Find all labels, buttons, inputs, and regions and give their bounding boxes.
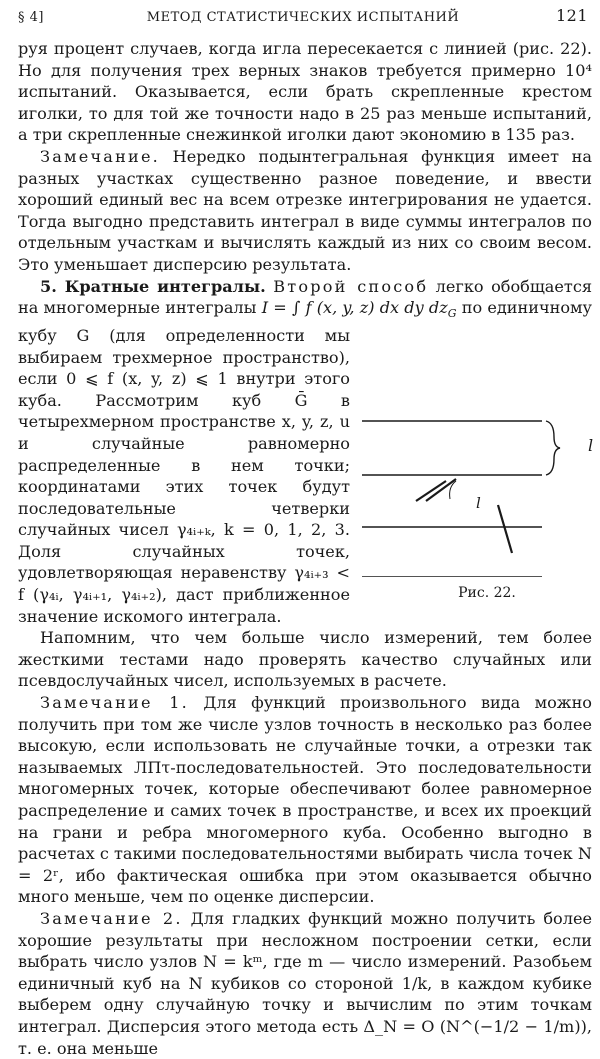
- paragraph-1: руя процент случаев, когда игла пересекается с линией (рис. 22). Но для получения трех верных знаков требуется примерно 10⁴ испытаний. Оказывается, если брать скрепленные крестом иголки, то для той же точности надо в 25 раз меньше испытаний, а три скрепленные снежинкой иголки дают экономию в 135 раз.: [18, 39, 592, 145]
- figure-caption: Рис. 22.: [458, 584, 516, 601]
- needle-lines-diagram: [360, 387, 592, 577]
- paragraph-recall: Напомним, что чем больше число измерений, тем более жесткими тестами надо проверять качество случайных или псевдослучайных чисел, используемых в расчете.: [18, 628, 592, 691]
- running-title: МЕТОД СТАТИСТИЧЕСКИХ ИСПЫТАНИЙ: [146, 10, 460, 25]
- page-number: 121: [555, 6, 588, 25]
- section-marker: § 4]: [18, 10, 44, 25]
- paragraph-remark-1: [18, 692, 592, 908]
- remark-lead: Замечание.: [40, 146, 160, 166]
- remark-1-lead: Замечание 1.: [40, 693, 189, 713]
- remark-2-lead: Замечание 2.: [40, 908, 183, 928]
- text-a: легко обобщается на многомерные интегралы: [18, 276, 592, 318]
- remark-2-text: Для гладких функций можно получить более хорошие результаты при несложном построении сетки, если выбрать число узлов N = kᵐ, где m — число измерений. Разобьем единичный куб на N кубиков со стороной 1/k, в каждом кубике выберем одну случайную точку и вычислим по этим точкам интеграл. Дисперсия этого метода есть Δ_N = O (N^(−1/2 − 1/m)), т. е. она меньше: [18, 908, 592, 1058]
- remark-text: Нередко подынтегральная функция имеет на разных участках существенно разное поведение, и ввести хороший единый вес на всем отрезке интегрирования не удается. Тогда выгодно представить интеграл в виде суммы интегралов по отдельным участкам и вычислять каждый из них со своим весом. Это уменьшает дисперсию результата.: [18, 146, 592, 274]
- remark-1-text: Для функций произвольного вида можно получить при том же числе узлов точность в несколько раз более высокую, если использовать не случайные точки, а отрезки так называемых ЛПτ-последовательностей. Это последовательности многомерных точек, которые обеспечивают более равномерное распределение и самих точек в пространстве, и всех их проекций на грани и ребра многомерного куба. Особенно выгодно в расчетах с такими последовательностями выбирать числа точек N = 2ʳ, ибо фактическая ошибка при этом оказывается обычно много меньше, чем по оценке дисперсии.: [18, 693, 592, 907]
- label-l-right: l: [588, 435, 594, 455]
- paragraph-multiple-integrals: [18, 276, 592, 628]
- paragraph-remark: [18, 146, 592, 276]
- page-body: [18, 38, 592, 1059]
- spaced-phrase: Второй способ: [273, 276, 429, 296]
- label-l-small: l: [476, 493, 481, 512]
- text-b: по единичному кубу G (для определенности мы выбираем трехмерное пространство), если 0 ⩽ f (x, y, z) ⩽ 1 внутри этого куба. Рассмотрим куб Ḡ в четырехмерном пространстве x, y, z, u и случайные равномерно распределенные в нем точки; координатами этих точек будут последовательные четверки случайных чисел γ₄ᵢ₊ₖ, k = 0, 1, 2, 3. Доля случайных точек, удовлетворяющая неравенству γ₄ᵢ₊₃ < f (γ₄ᵢ, γ₄ᵢ₊₁, γ₄ᵢ₊₂), даст приближенное значение искомого интеграла.: [18, 298, 593, 626]
- integral-subscript: G: [447, 307, 457, 321]
- section-heading: 5. Кратные интегралы.: [40, 276, 266, 296]
- running-header: [18, 6, 588, 32]
- integral-formula: I = ∫ f (x, y, z) dx dy dz: [261, 298, 448, 318]
- figure-22: [360, 387, 592, 603]
- paragraph-remark-2: [18, 908, 592, 1059]
